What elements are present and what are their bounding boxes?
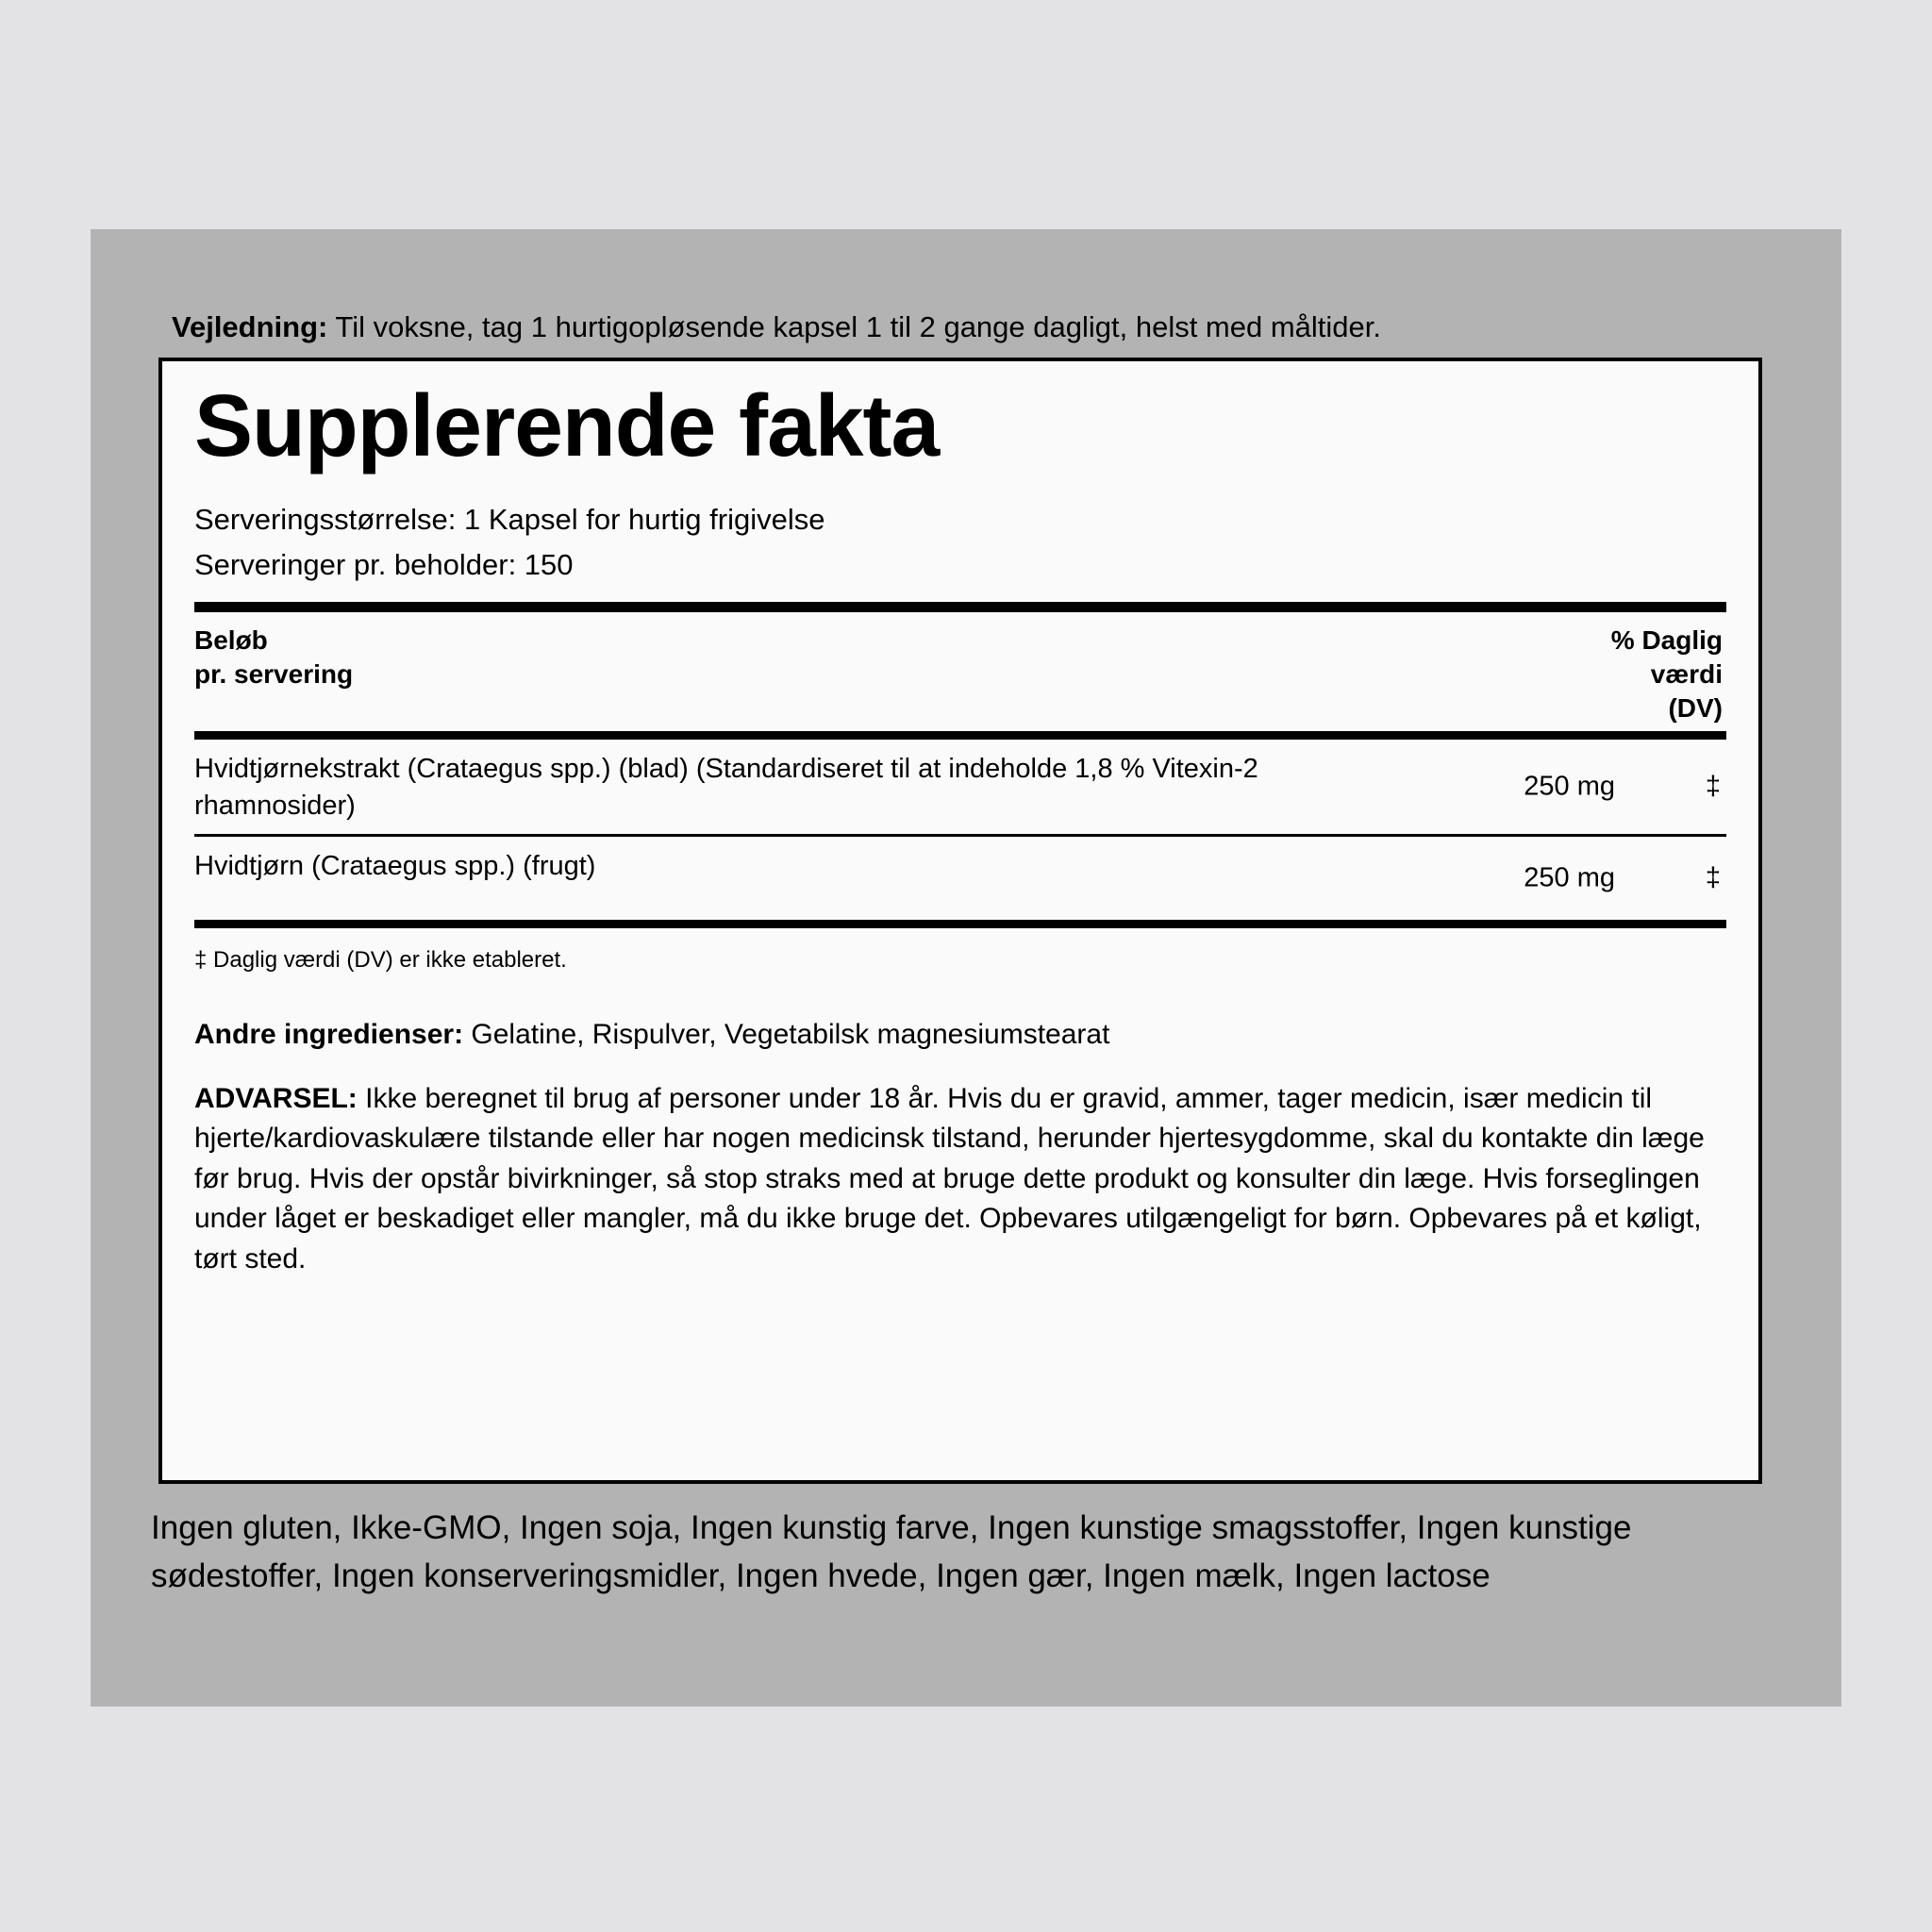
dv-header-line2: værdi xyxy=(1650,658,1723,689)
ingredient-amount: 250 mg xyxy=(1524,771,1615,802)
supplement-label-panel xyxy=(91,229,1841,1707)
divider-under-header xyxy=(194,731,1726,740)
amount-header-line2: pr. servering xyxy=(194,658,354,689)
dv-header-line1: % Daglig xyxy=(1610,625,1723,655)
daily-value-label xyxy=(1611,624,1723,726)
warning-text xyxy=(194,1079,1741,1280)
other-ingredients-label: Andre ingredienser: xyxy=(194,1019,464,1050)
directions-label: Vejledning: xyxy=(172,310,328,343)
table-row xyxy=(194,740,1726,834)
amount-header-line1: Beløb xyxy=(194,625,268,655)
divider-table-bottom xyxy=(194,920,1726,928)
daily-value-footnote: ‡ Daglig værdi (DV) er ikke etableret. xyxy=(194,946,567,973)
supplement-facts-box xyxy=(158,358,1762,1484)
table-row xyxy=(194,837,1726,920)
servings-per-container: Serveringer pr. beholder: 150 xyxy=(194,548,574,582)
directions-line xyxy=(172,309,1775,346)
amount-header-row xyxy=(194,612,1726,731)
ingredient-name: Hvidtjørnekstrakt (Crataegus spp.) (blad) (Standardiseret til at indeholde 1,8 % Vitexin-2 rhamnosider) xyxy=(194,753,1258,821)
supplement-facts-title: Supplerende fakta xyxy=(194,376,940,475)
dv-header-line3: (DV) xyxy=(1668,693,1723,724)
free-from-claims: Ingen gluten, Ikke-GMO, Ingen soja, Ingen kunstig farve, Ingen kunstige smagsstoffer, Ingen kunstige sødestoffer, Ingen konserveringsmidler, Ingen hvede, Ingen gær, Ingen mælk, Ingen lactose xyxy=(151,1509,1632,1594)
other-ingredients-text: Gelatine, Rispulver, Vegetabilsk magnesiumstearat xyxy=(463,1019,1110,1050)
serving-size: Serveringsstørrelse: 1 Kapsel for hurtig frigivelse xyxy=(194,503,825,537)
amount-per-serving-label xyxy=(194,624,353,692)
ingredient-daily-value: ‡ xyxy=(1705,862,1721,893)
other-ingredients xyxy=(194,1016,1726,1055)
warning-label: ADVARSEL: xyxy=(194,1082,358,1114)
ingredient-name: Hvidtjørn (Crataegus spp.) (frugt) xyxy=(194,850,596,881)
warning-body: Ikke beregnet til brug af personer under 18 år. Hvis du er gravid, ammer, tager medicin, især medicin til hjerte/kardiovaskulære tilstande eller har nogen medicinsk tilstand, herunder hjertesygdomme, skal du kontakte din læge før brug. Hvis der opstår bivirkninger, så stop straks med at bruge dette produkt og konsulter din læge. Hvis forseglingen under låget er beskadiget eller mangler, må du ikke bruge det. Opbevares utilgængeligt for børn. Opbevares på et køligt, tørt sted. xyxy=(194,1082,1705,1274)
directions-text: Til voksne, tag 1 hurtigopløsende kapsel 1 til 2 gange dagligt, helst med måltider. xyxy=(327,310,1382,343)
ingredient-amount: 250 mg xyxy=(1524,862,1615,893)
divider-thick-top xyxy=(194,602,1726,612)
ingredient-daily-value: ‡ xyxy=(1705,771,1721,802)
